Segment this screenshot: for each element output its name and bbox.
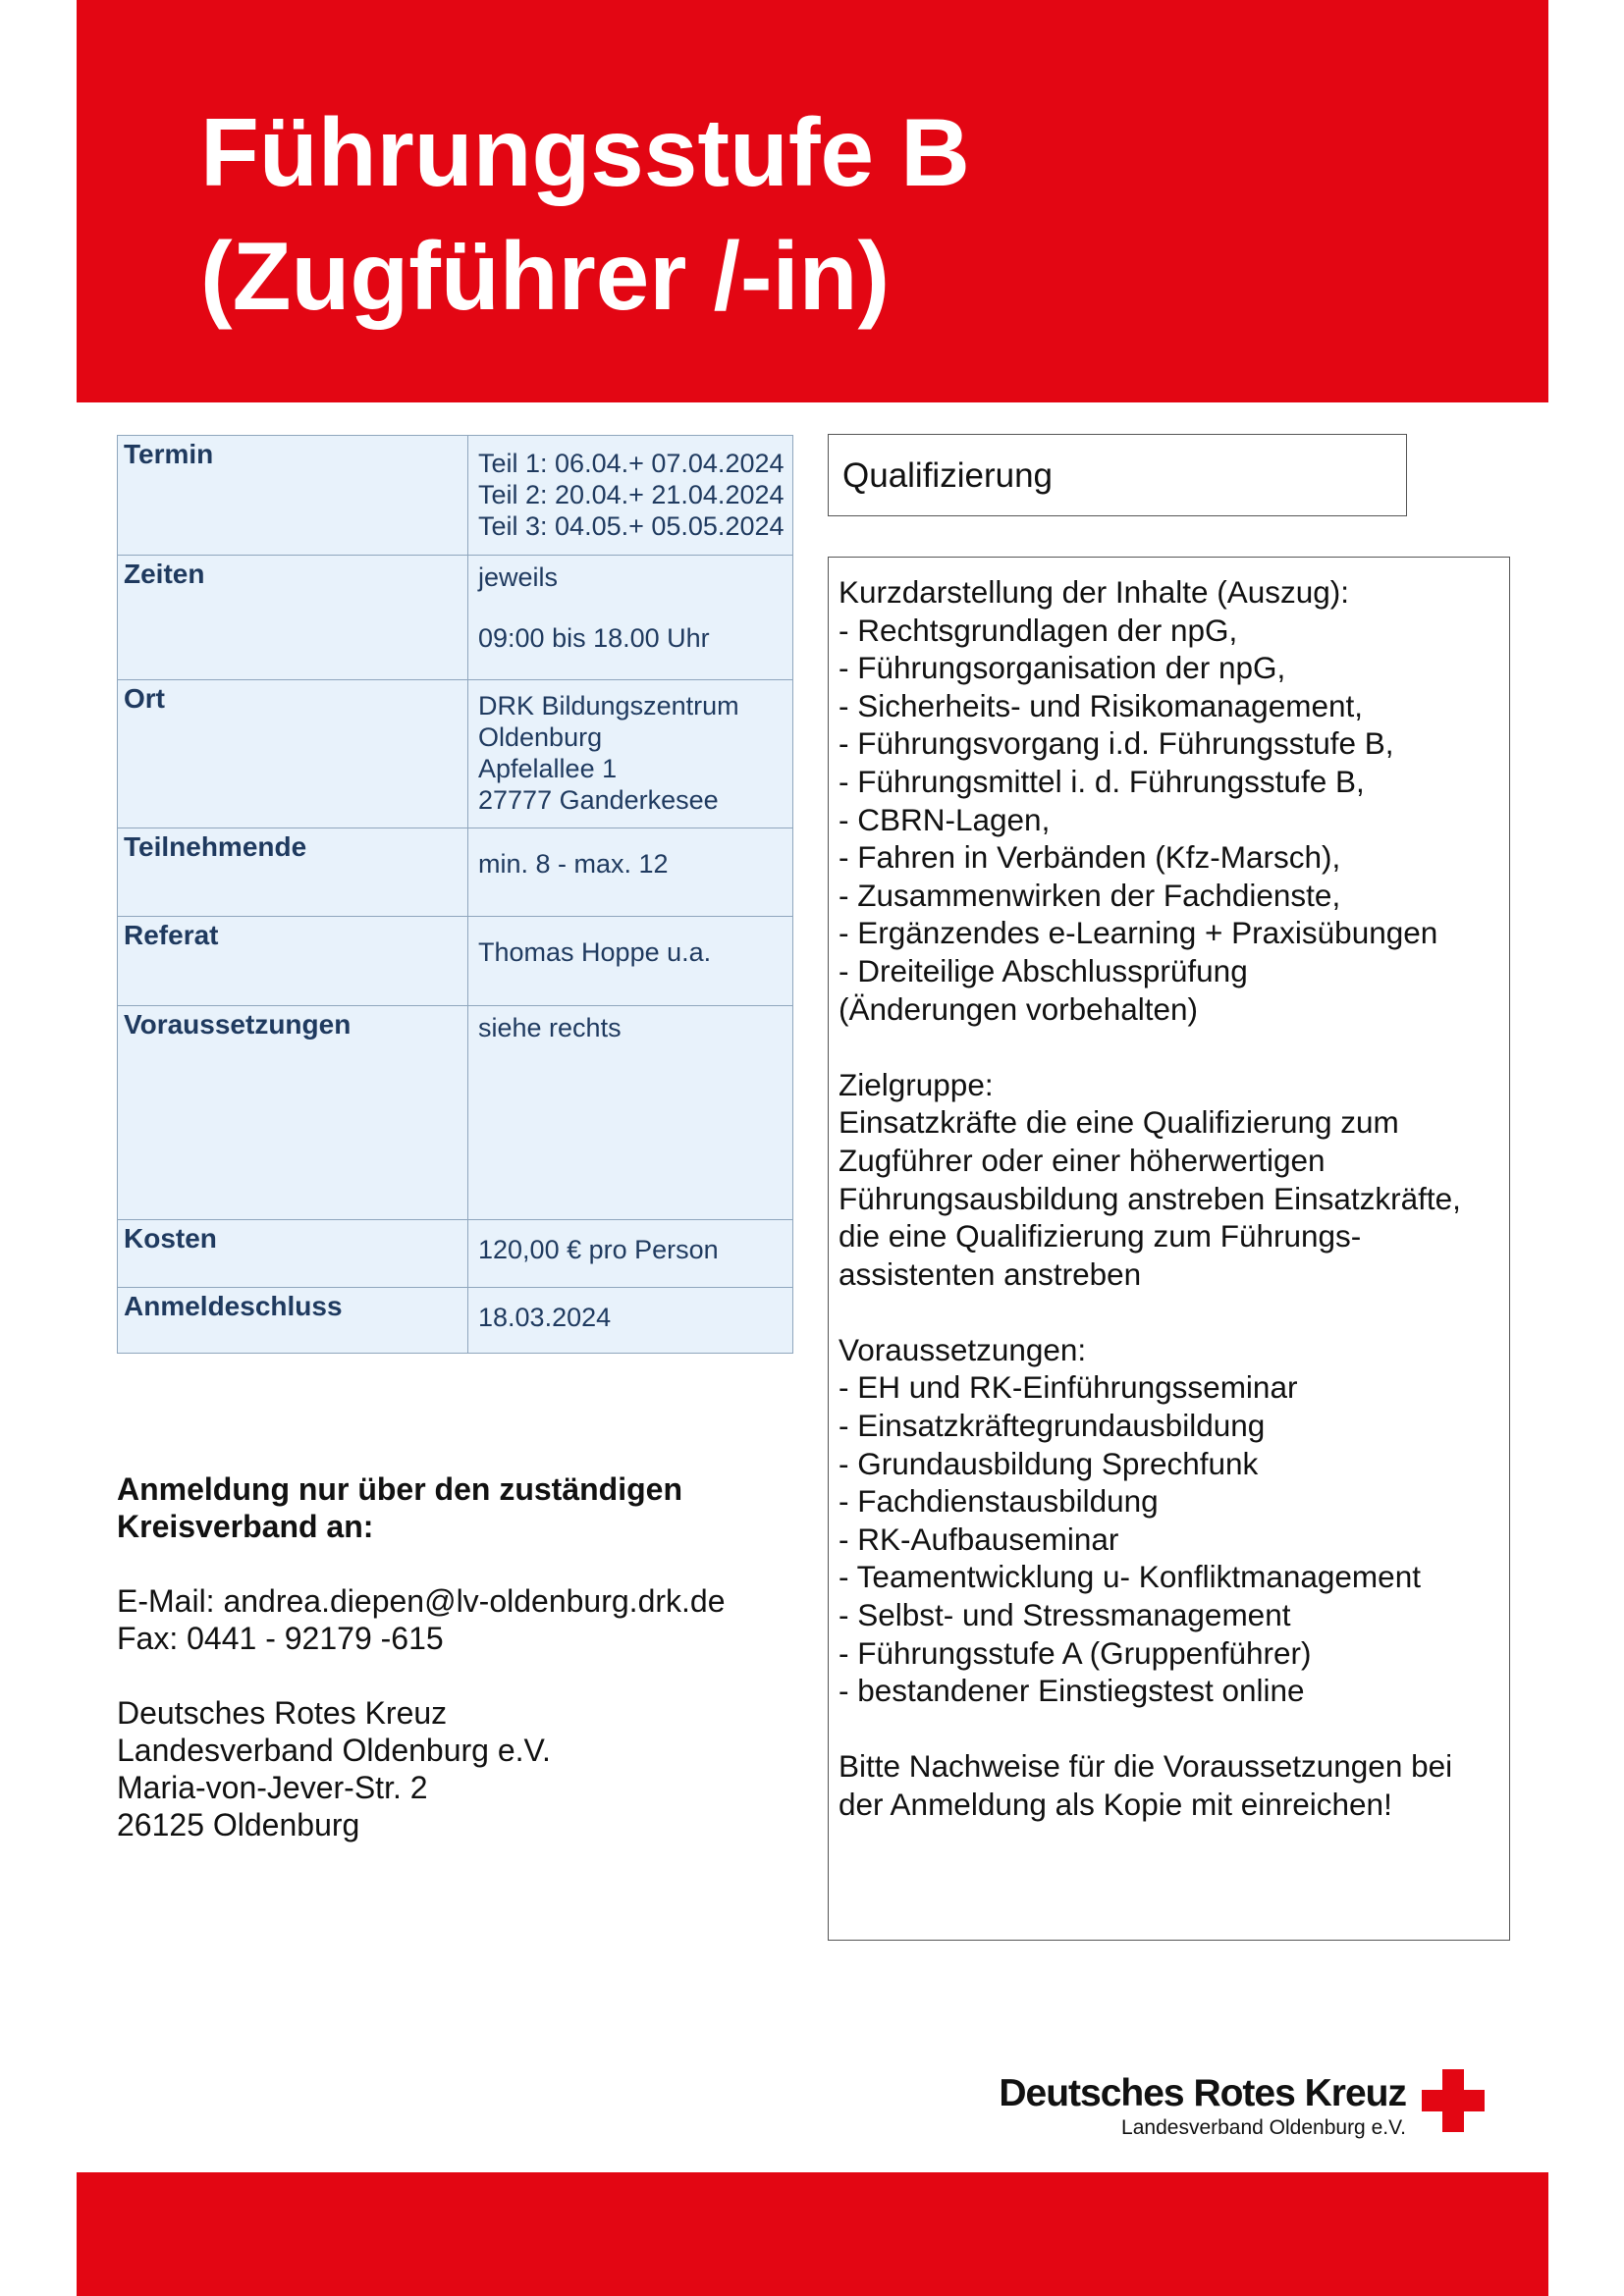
table-row [118, 1006, 793, 1220]
qualification-details-box [828, 557, 1510, 1941]
row-label: Ort [118, 680, 468, 828]
table-row [118, 436, 793, 556]
list-item: - Fachdienstausbildung [839, 1483, 1159, 1520]
course-info-table [117, 435, 793, 1354]
row-label: Kosten [118, 1220, 468, 1288]
row-label: Termin [118, 436, 468, 556]
table-row [118, 828, 793, 917]
list-item: - Führungsmittel i. d. Führungsstufe B, [839, 763, 1365, 799]
row-label: Referat [118, 917, 468, 1006]
email-line: E-Mail: andrea.diepen@lv-oldenburg.drk.de [117, 1583, 726, 1619]
note-line: der Anmeldung als Kopie mit einreichen! [839, 1787, 1392, 1822]
drk-logo [974, 2069, 1485, 2148]
row-value: jeweils 09:00 bis 18.00 Uhr [468, 556, 793, 680]
note-line: Bitte Nachweise für die Voraussetzungen bei [839, 1748, 1453, 1785]
qualification-title-box [828, 434, 1407, 516]
list-item: (Änderungen vorbehalten) [839, 990, 1199, 1027]
registration-heading-line-2: Kreisverband an: [117, 1509, 374, 1544]
target-group-line: die eine Qualifizierung zum Führungs- [839, 1218, 1362, 1255]
row-label: Anmeldeschluss [118, 1288, 468, 1354]
row-value: Thomas Hoppe u.a. [468, 917, 793, 1006]
title-line-2: (Zugführer /-in) [200, 222, 891, 330]
row-value: siehe rechts [468, 1006, 793, 1220]
target-group-line: assistenten anstreben [839, 1255, 1142, 1292]
list-item: - CBRN-Lagen, [839, 801, 1051, 837]
page-title [200, 90, 970, 338]
list-item: - Zusammenwirken der Fachdienste, [839, 877, 1341, 913]
target-group-heading: Zielgruppe: [839, 1066, 994, 1102]
row-value: Teil 1: 06.04.+ 07.04.2024 Teil 2: 20.04.+ 21.04.2024 Teil 3: 04.05.+ 05.05.2024 [468, 436, 793, 556]
red-cross-icon [1422, 2069, 1485, 2132]
list-item: - RK-Aufbauseminar [839, 1521, 1119, 1557]
row-label: Zeiten [118, 556, 468, 680]
row-label: Teilnehmende [118, 828, 468, 917]
target-group-line: Einsatzkräfte die eine Qualifizierung zum [839, 1104, 1399, 1141]
list-item: - Führungsorganisation der npG, [839, 650, 1286, 686]
requirements-heading: Voraussetzungen: [839, 1331, 1087, 1367]
row-value: 18.03.2024 [468, 1288, 793, 1354]
row-label: Voraussetzungen [118, 1006, 468, 1220]
list-item: - Ergänzendes e-Learning + Praxisübungen [839, 915, 1438, 951]
footer-banner [77, 2172, 1548, 2296]
list-item: - Dreiteilige Abschlussprüfung [839, 952, 1248, 988]
contents-heading: Kurzdarstellung der Inhalte (Auszug): [839, 574, 1350, 610]
table-row [118, 556, 793, 680]
registration-info [117, 1470, 794, 1843]
list-item: - bestandener Einstiegstest online [839, 1673, 1305, 1709]
list-item: - Fahren in Verbänden (Kfz-Marsch), [839, 839, 1341, 876]
table-row [118, 917, 793, 1006]
address-line: Maria-von-Jever-Str. 2 [117, 1770, 428, 1805]
logo-name: Deutsches Rotes Kreuz [999, 2072, 1406, 2114]
list-item: - Einsatzkräftegrundausbildung [839, 1408, 1266, 1444]
qualification-title: Qualifizierung [842, 456, 1053, 495]
list-item: - Selbst- und Stressmanagement [839, 1597, 1291, 1633]
row-value: DRK Bildungszentrum Oldenburg Apfelallee 1 27777 Ganderkesee [468, 680, 793, 828]
target-group-line: Zugführer oder einer höherwertigen [839, 1142, 1326, 1178]
list-item: - Führungsvorgang i.d. Führungsstufe B, [839, 725, 1394, 762]
table-row [118, 1220, 793, 1288]
table-row [118, 680, 793, 828]
registration-heading-line-1: Anmeldung nur über den zuständigen [117, 1471, 682, 1507]
header-banner [77, 0, 1548, 402]
list-item: - Führungsstufe A (Gruppenführer) [839, 1634, 1312, 1671]
list-item: - Teamentwicklung u- Konfliktmanagement [839, 1559, 1421, 1595]
row-value: min. 8 - max. 12 [468, 828, 793, 917]
logo-subtitle: Landesverband Oldenburg e.V. [1121, 2116, 1406, 2139]
list-item: - EH und RK-Einführungsseminar [839, 1369, 1298, 1406]
address-line: Deutsches Rotes Kreuz [117, 1695, 448, 1731]
address-line: Landesverband Oldenburg e.V. [117, 1733, 551, 1768]
title-line-1: Führungsstufe B [200, 98, 970, 206]
address-line: 26125 Oldenburg [117, 1807, 360, 1842]
list-item: - Sicherheits- und Risikomanagement, [839, 687, 1363, 723]
list-item: - Grundausbildung Sprechfunk [839, 1445, 1259, 1481]
fax-line: Fax: 0441 - 92179 -615 [117, 1621, 444, 1656]
list-item: - Rechtsgrundlagen der npG, [839, 612, 1238, 648]
table-row [118, 1288, 793, 1354]
target-group-line: Führungsausbildung anstreben Einsatzkräfte, [839, 1180, 1461, 1216]
row-value: 120,00 € pro Person [468, 1220, 793, 1288]
